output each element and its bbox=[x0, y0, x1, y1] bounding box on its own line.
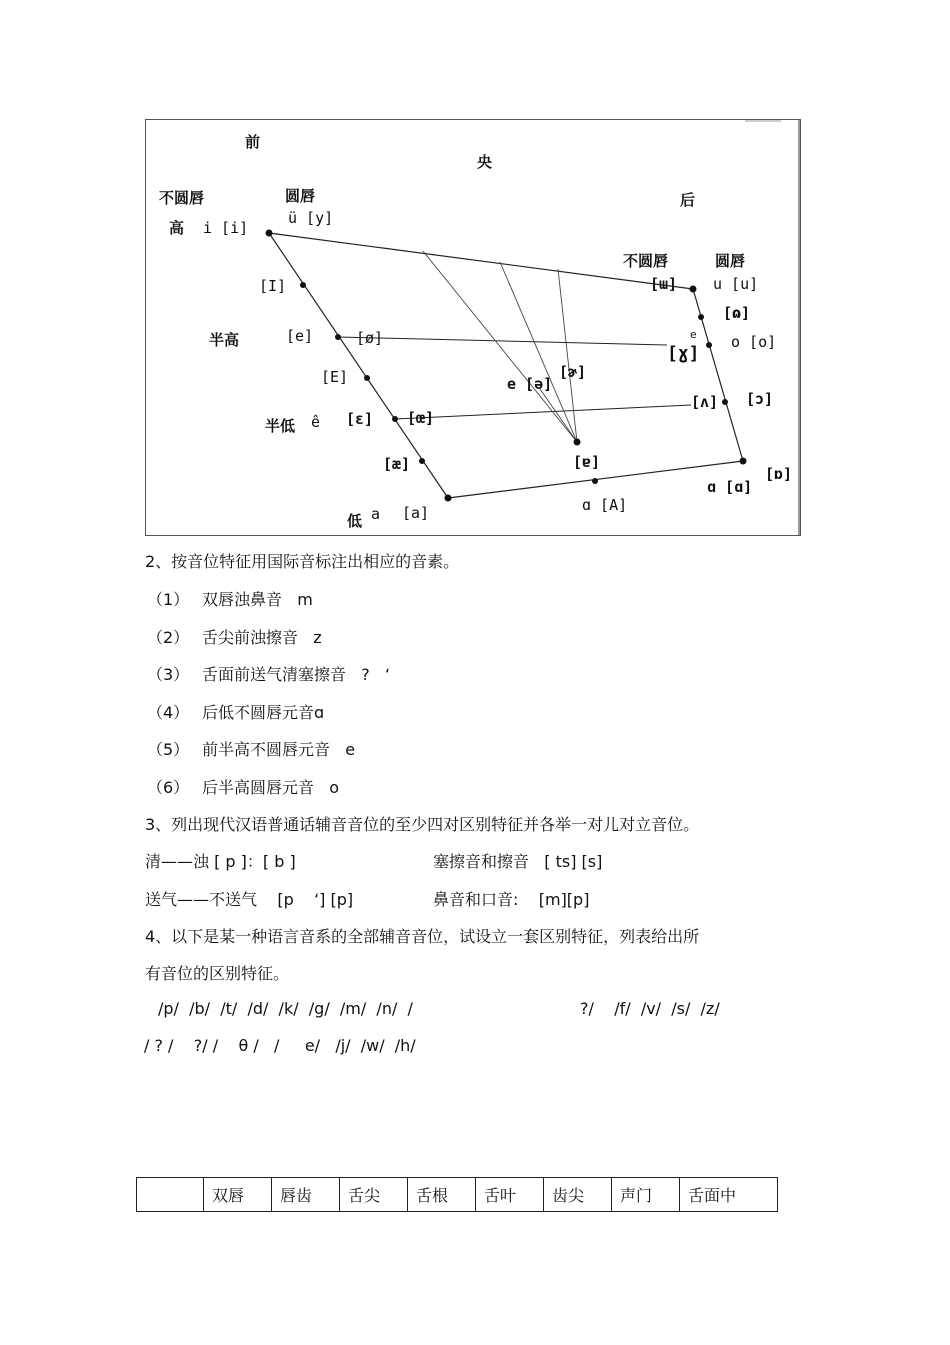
q2-item-number: （6） bbox=[147, 777, 190, 797]
vowel-u-unrounded: [ɯ] bbox=[650, 275, 678, 293]
vowel-I: [I] bbox=[259, 277, 287, 295]
vowel-e-small: e bbox=[690, 328, 697, 341]
vowel-open-o: [ɔ] bbox=[746, 390, 774, 408]
q2-item-text: 双唇浊鼻音 m bbox=[202, 590, 313, 609]
label-unrounded-front: 不圆唇 bbox=[159, 189, 205, 207]
q2-heading: 2、按音位特征用国际音标注出相应的音素。 bbox=[145, 552, 460, 571]
q4-heading-line2: 有音位的区别特征。 bbox=[145, 964, 290, 983]
half-low-line bbox=[395, 405, 691, 419]
table-header-cell: 双唇 bbox=[204, 1178, 272, 1212]
place-of-articulation-table bbox=[136, 1177, 778, 1212]
vowel-schwa: e [ə] bbox=[507, 375, 553, 393]
label-rounded-back: 圆唇 bbox=[715, 252, 746, 270]
vowel-ae: [æ] bbox=[383, 455, 411, 473]
label-half-high: 半高 bbox=[209, 331, 240, 349]
vowel-gamma: [ɣ] bbox=[667, 343, 700, 364]
half-high-line bbox=[338, 337, 667, 345]
q2-item-text: 后低不圆唇元音ɑ bbox=[202, 702, 325, 722]
label-rounded-front: 圆唇 bbox=[285, 187, 316, 205]
vowel-u: u [u] bbox=[713, 275, 759, 293]
table-header-cell: 齿尖 bbox=[544, 1178, 612, 1212]
vowel-omega: [ɷ] bbox=[723, 304, 751, 322]
vowel-i: i [i] bbox=[203, 219, 249, 237]
label-half-low: 半低 bbox=[265, 417, 296, 435]
vowel-o: o [o] bbox=[731, 333, 777, 351]
q2-item-text: 舌面前送气清塞擦音 ? ‘ bbox=[202, 665, 391, 684]
vowel-epsilon: [ɛ] bbox=[346, 410, 374, 428]
table-header-cell: 舌面中 bbox=[680, 1178, 778, 1212]
vowel-E: [E] bbox=[321, 368, 349, 386]
q4-phonemes-line2: / ? / ?/ / θ / / e/ /j/ /w/ /h/ bbox=[144, 1036, 416, 1055]
label-unrounded-back: 不圆唇 bbox=[623, 252, 669, 270]
label-central: 央 bbox=[477, 153, 493, 171]
table-header-cell: 唇齿 bbox=[272, 1178, 340, 1212]
q3-row1-left: 清——浊 [ p ]：[ b ] bbox=[145, 852, 296, 871]
vowel-a-central: ɑ [A] bbox=[582, 496, 628, 514]
vowel-rhotic: [ɚ] bbox=[559, 363, 587, 381]
table-header-cell: 舌根 bbox=[408, 1178, 476, 1212]
q2-item-number: （3） bbox=[147, 665, 190, 684]
q2-item-number: （5） bbox=[147, 740, 190, 759]
q2-item-number: （1） bbox=[147, 590, 190, 609]
q2-item-text: 舌尖前浊擦音 z bbox=[202, 627, 322, 647]
table-header-row bbox=[137, 1178, 778, 1212]
table-header-cell: 声门 bbox=[612, 1178, 680, 1212]
q4-phonemes-line1a: /p/ /b/ /t/ /d/ /k/ /g/ /m/ /n/ / bbox=[158, 999, 413, 1018]
q3-row1-right: 塞擦音和擦音 [ ts] [s] bbox=[433, 852, 603, 871]
label-front: 前 bbox=[245, 133, 261, 151]
label-high: 高 bbox=[169, 219, 185, 237]
table-header-cell: 舌叶 bbox=[476, 1178, 544, 1212]
q4-phonemes-line1b: ?/ /f/ /v/ /s/ /z/ bbox=[580, 999, 720, 1018]
q2-item-text: 后半高圆唇元音 o bbox=[202, 777, 340, 797]
vowel-turned-a: [ɐ] bbox=[573, 453, 601, 471]
q4-heading-line1: 4、以下是某一种语言音系的全部辅音音位，试设立一套区别特征，列表给出所 bbox=[145, 927, 700, 946]
q3-heading: 3、列出现代汉语普通话辅音音位的至少四对区别特征并各举一对儿对立音位。 bbox=[145, 815, 700, 834]
q3-row2-right: 鼻音和口音: [m][p] bbox=[433, 890, 590, 909]
vowel-oe: [œ] bbox=[407, 409, 435, 427]
vowel-wedge: [ʌ] bbox=[691, 393, 719, 411]
vowel-e-front: [e] bbox=[286, 327, 314, 345]
label-back: 后 bbox=[680, 191, 696, 209]
q2-item-number: （4） bbox=[147, 702, 190, 722]
vowel-chart bbox=[145, 119, 801, 536]
q2-item-number: （2） bbox=[147, 627, 190, 647]
label-low: 低 bbox=[347, 512, 363, 530]
q2-item-text: 前半高不圆唇元音 e bbox=[202, 740, 356, 759]
vowel-o-slash: [ø] bbox=[356, 329, 384, 347]
vowel-a-front: [a] bbox=[402, 504, 430, 522]
table-header-cell: 舌尖 bbox=[340, 1178, 408, 1212]
vowel-turned-script-a: [ɒ] bbox=[765, 465, 793, 483]
vowel-a-front-char: a bbox=[371, 505, 381, 523]
vowel-y: ü [y] bbox=[288, 209, 334, 227]
vowel-a-back: ɑ [ɑ] bbox=[707, 478, 753, 496]
q3-row2-left: 送气——不送气 [p ‘] [p] bbox=[145, 890, 354, 909]
table-header-cell bbox=[137, 1178, 204, 1212]
vowel-e-circumflex: ê bbox=[311, 413, 321, 431]
